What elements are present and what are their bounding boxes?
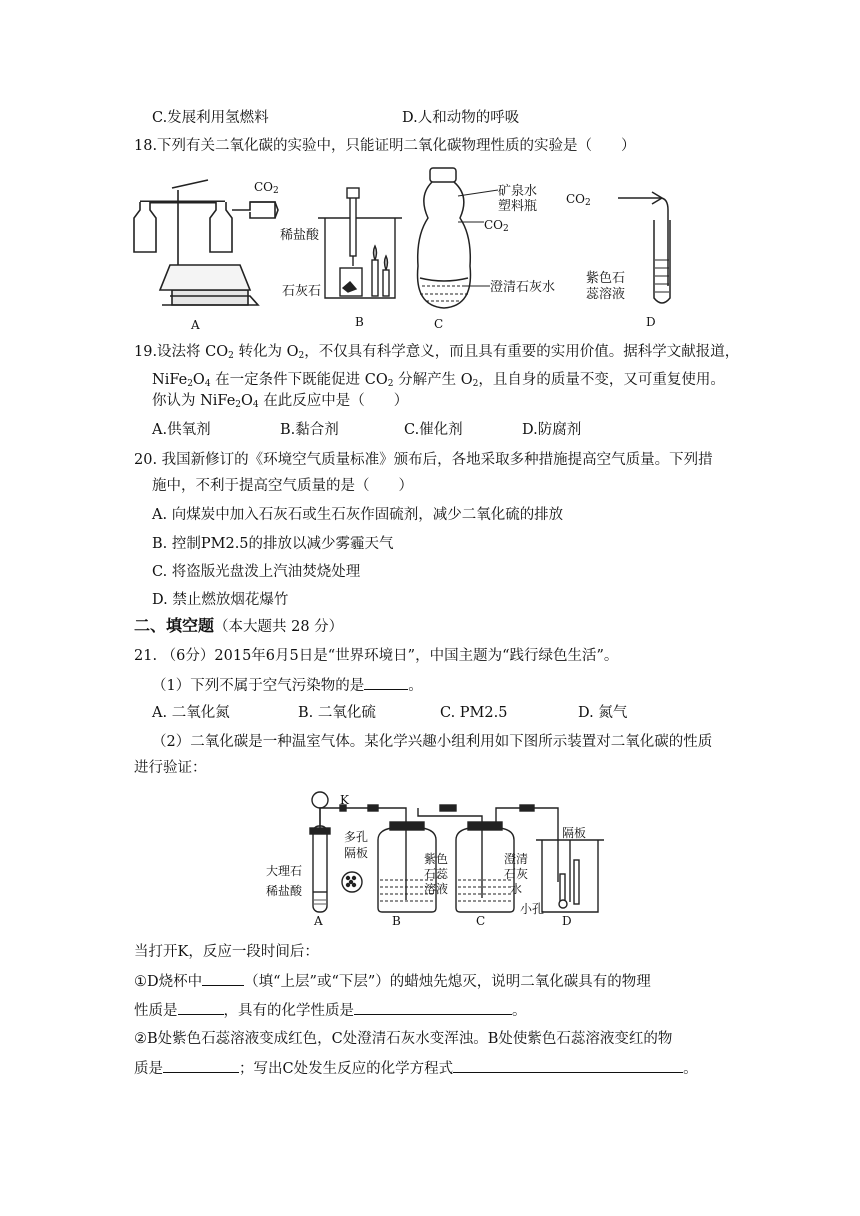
q21-fig-lime-3: 水 (510, 882, 523, 896)
q21-sub-2-line-2: 质是 ；写出C处发生反应的化学方程式 。 (134, 1058, 698, 1079)
q21-fig-letter-c: C (476, 914, 486, 928)
q20-option-b: B. 控制PM2.5的排放以减少雾霾天气 (152, 536, 394, 552)
q21-blank-chemical[interactable] (354, 1000, 512, 1015)
q17-option-c: C.发展利用氢燃料 (152, 110, 269, 126)
q21-p1-option-a: A. 二氧化氮 (152, 705, 230, 721)
q21-blank-substance[interactable] (163, 1058, 239, 1073)
q20-line-1: 20. 我国新修订的《环境空气质量标准》颁布后，各地采取多种措施提高空气质量。下列措 (134, 452, 713, 468)
q20-option-d: D. 禁止燃放烟花爆竹 (152, 592, 289, 608)
q21-sub-1-line-2: 性质是 ，具有的化学性质是 。 (134, 1000, 527, 1021)
q20-option-c: C. 将盗版光盘泼上汽油焚烧处理 (152, 564, 361, 580)
q18-fig-c-water: 矿泉水 (498, 184, 538, 199)
q21-fig-litmus-2: 石蕊 (424, 867, 449, 881)
q21-p1-option-d: D. 氮气 (578, 705, 628, 721)
q21-fig-hole: 小孔 (520, 902, 545, 916)
q21-fig-partition: 隔板 (562, 826, 587, 840)
q21-fig-letter-d: D (562, 914, 572, 928)
q21-part-2-line-2: 进行验证： (134, 760, 207, 776)
q21-fig-lime-1: 澄清 (504, 852, 529, 866)
q21-blank-layer[interactable] (202, 971, 244, 986)
q21-fig-marble: 大理石 (266, 864, 303, 878)
q18-fig-b-letter: B (355, 315, 364, 329)
q21-fig-lime-2: 石灰 (504, 867, 529, 881)
q19-line-1: 19.设法将 $CO_2$ 转化为 $O_2$，不仅具有科学意义，而且具有重要的实用价值。据科学文献报道， (134, 344, 740, 361)
q18-fig-d-litmus-1: 紫色石 (586, 271, 626, 286)
q21-blank-equation[interactable] (453, 1058, 683, 1073)
q20-line-2: 施中，不利于提高空气质量的是（ ） (152, 478, 413, 494)
q19-option-b: B.黏合剂 (280, 422, 339, 438)
q19-line-3: 你认为 $NiFe_2O_4$ 在此反应中是（ ） (152, 393, 409, 410)
q21-sub-1-line-1: ①D烧杯中 （填“上层”或“下层”）的蜡烛先熄灭，说明二氧化碳具有的物理 (134, 971, 651, 992)
q21-blank-physical[interactable] (178, 1000, 224, 1015)
q19-line-2: $NiFe_2O_4$ 在一定条件下既能促进 $CO_2$ 分解产生 $O_2$，且自身的质量不变，又可重复使用。 (152, 372, 725, 389)
q18-fig-b-stone: 石灰石 (282, 284, 322, 299)
q21-fig-letter-b: B (392, 914, 401, 928)
q21-fig-letter-a: A (314, 914, 323, 928)
q18-fig-c-limewater: 澄清石灰水 (490, 280, 556, 295)
q19-option-d: D.防腐剂 (522, 422, 582, 438)
q18-fig-c-co2: $CO_2$ (484, 218, 509, 234)
q21-fig-acid: 稀盐酸 (266, 884, 303, 898)
q21-fig-porous-1: 多孔 (344, 830, 369, 844)
q18-fig-d-letter: D (646, 315, 656, 329)
q21-p1-option-c: C. PM2.5 (440, 705, 508, 721)
section-2-heading: 二、填空题（本大题共 28 分） (134, 616, 344, 635)
q21-fig-litmus-3: 溶液 (424, 882, 449, 896)
q18-fig-d-co2: $CO_2$ (566, 192, 591, 208)
q21-apparatus-diagram (298, 790, 608, 930)
q21-part-1: （1）下列不属于空气污染物的是 。 (152, 675, 423, 696)
q19-option-c: C.催化剂 (404, 422, 463, 438)
q18-fig-c-leader-lines (458, 186, 538, 286)
q20-option-a: A. 向煤炭中加入石灰石或生石灰作固硫剂，减少二氧化硫的排放 (152, 507, 564, 523)
q21-part-2-line-1: （2）二氧化碳是一种温室气体。某化学兴趣小组利用如下图所示装置对二氧化碳的性质 (152, 734, 713, 750)
q17-option-d: D.人和动物的呼吸 (402, 110, 520, 126)
q21-open-k: 当打开K，反应一段时间后： (134, 944, 319, 960)
q21-part-1-blank[interactable] (364, 675, 408, 690)
q18-figure-b-candles (280, 188, 410, 328)
q21-head: 21. （6分）2015年6月5日是“世界环境日”，中国主题为“践行绿色生活”。 (134, 648, 619, 664)
q21-fig-porous-2: 隔板 (344, 846, 369, 860)
q18-fig-c-letter: C (434, 317, 444, 331)
q18-fig-a-co2: $CO_2$ (254, 180, 279, 196)
q21-sub-2-line-1: ②B处紫色石蕊溶液变成红色，C处澄清石灰水变浑浊。B处使紫色石蕊溶液变红的物 (134, 1031, 673, 1047)
q18-fig-b-acid: 稀盐酸 (280, 228, 320, 243)
q18-fig-a-letter: A (191, 318, 200, 332)
q18-fig-d-litmus-2: 蕊溶液 (586, 287, 626, 302)
q19-option-a: A.供氧剂 (152, 422, 211, 438)
q21-p1-option-b: B. 二氧化硫 (298, 705, 376, 721)
q21-fig-litmus-1: 紫色 (424, 852, 449, 866)
q21-fig-k: K (340, 793, 349, 807)
q18-fig-c-bottle: 塑料瓶 (498, 199, 538, 214)
q18-stem: 18.下列有关二氧化碳的实验中，只能证明二氧化碳物理性质的实验是（ ） (134, 138, 636, 154)
